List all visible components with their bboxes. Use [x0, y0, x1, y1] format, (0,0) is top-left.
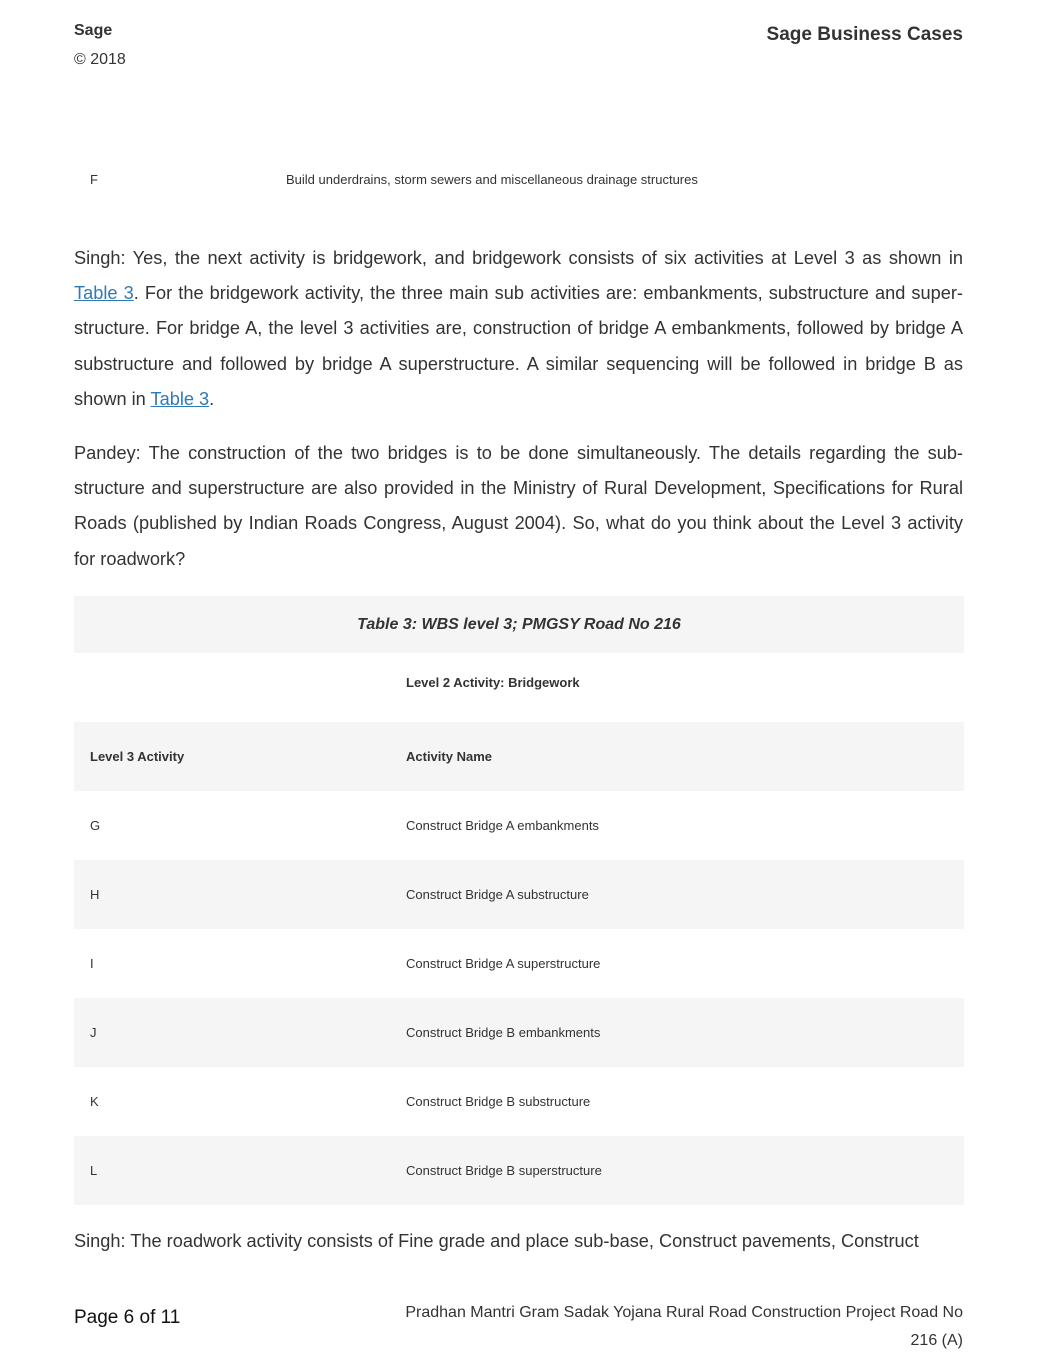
- activity-name: Construct Bridge A substructure: [406, 887, 589, 902]
- wbs-level3-table: [74, 596, 964, 1205]
- table-row: [74, 929, 964, 998]
- table-row: [74, 1067, 964, 1136]
- copyright: © 2018: [74, 51, 126, 68]
- prev-table-row-code: F: [90, 172, 98, 187]
- paragraph-singh-bridgework: Singh: Yes, the next activity is bridgework, and bridgework consists of six activities at Level 3 as shown in Table 3. For the bridgework activity, the three main sub activities are: embankments, substructure and super-structure. For bridge A, the level 3 activities are, construction of bridge A embankments, followed by bridge A substructure and followed by bridge A superstructure. A similar sequencing will be followed in bridge B as shown in Table 3.: [74, 248, 963, 409]
- activity-code: J: [90, 1025, 97, 1040]
- table-header-row: [74, 722, 964, 791]
- prev-table-row-name: Build underdrains, storm sewers and miscellaneous drainage structures: [286, 172, 698, 187]
- activity-code: H: [90, 887, 100, 902]
- header-activity-name: Activity Name: [406, 749, 492, 764]
- series-title: Sage Business Cases: [766, 24, 963, 45]
- activity-code: K: [90, 1094, 99, 1109]
- table-row: [74, 791, 964, 860]
- activity-name: Construct Bridge B substructure: [406, 1094, 591, 1109]
- activity-code: I: [90, 956, 94, 971]
- activity-name: Construct Bridge B embankments: [406, 1025, 601, 1040]
- table-caption: Table 3: WBS level 3; PMGSY Road No 216: [74, 596, 964, 653]
- activity-name: Construct Bridge B superstructure: [406, 1163, 602, 1178]
- table-row: [74, 860, 964, 929]
- activity-name: Construct Bridge A superstructure: [406, 956, 601, 971]
- publisher-name: Sage: [74, 22, 113, 39]
- activity-name: Construct Bridge A embankments: [406, 818, 599, 833]
- activity-code: L: [90, 1163, 98, 1178]
- level2-activity-label: Level 2 Activity: Bridgework: [406, 675, 580, 690]
- table-3-link[interactable]: Table 3: [74, 283, 134, 304]
- paragraph-singh-roadwork: Singh: The roadwork activity consists of Fine grade and place sub-base, Construct pavements, Construct: [74, 1231, 919, 1251]
- table-row: [74, 998, 964, 1067]
- paragraph-pandey: Pandey: The construction of the two bridges is to be done simultaneously. The details regarding the sub-structure and superstructure are also provided in the Ministry of Rural Development, Specifications for Rural Roads (published by Indian Roads Congress, August 2004). So, what do you think about the Level 3 activity for roadwork?: [74, 443, 963, 569]
- footer-case-title: Pradhan Mantri Gram Sadak Yojana Rural Road Construction Project Road No 216 (A): [405, 1304, 963, 1349]
- table-3-link-2[interactable]: Table 3: [150, 388, 210, 409]
- header-level3-activity: Level 3 Activity: [90, 749, 185, 764]
- level2-activity-row: [74, 653, 964, 722]
- activity-code: G: [90, 818, 101, 833]
- table-row: [74, 1136, 964, 1205]
- page-number: Page 6 of 11: [74, 1307, 181, 1328]
